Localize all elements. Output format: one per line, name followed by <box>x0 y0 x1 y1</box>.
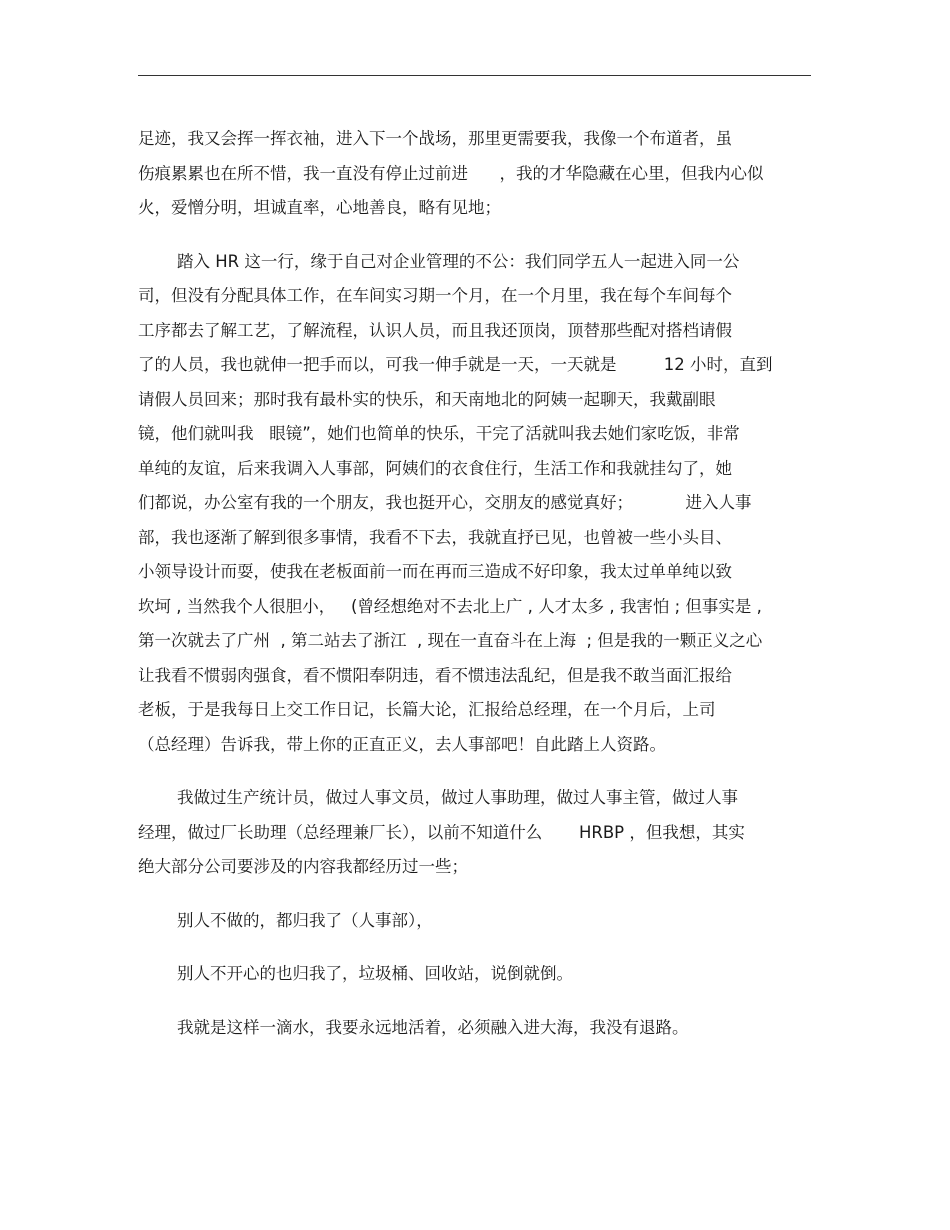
text-line: 了的人员，我也就伸一把手而以，可我一伸手就是一天，一天就是 12 小时，直到 <box>138 355 773 374</box>
text-line: 老板，于是我每日上交工作日记，长篇大论，汇报给总经理，在一个月后，上司 <box>138 700 716 719</box>
text-line: 伤痕累累也在所不惜，我一直没有停止过前进 ，我的才华隐藏在心里，但我内心似 <box>138 163 764 183</box>
text-line: 工序都去了解工艺，了解流程，认识人员，而且我还顶岗，顶替那些配对搭档请假 <box>138 320 732 340</box>
text-line: 让我看不惯弱肉强食，看不惯阳奉阴违，看不惯违法乱纪，但是我不敢当面汇报给 <box>138 665 732 685</box>
text-line: 请假人员回来；那时我有最朴实的快乐，和天南地北的阿姨一起聊天，我戴副眼 <box>138 389 716 409</box>
text-line: （总经理）告诉我，带上你的正直正义，去人事部吧！自此踏上人资路。 <box>138 734 666 754</box>
text-line: 坎坷 , 当然我个人很胆小， (曾经想绝对不去北上广 , 人才太多 , 我害怕 ; 但事实是 , <box>138 596 762 616</box>
paragraph <box>138 957 818 992</box>
paragraph-gap <box>138 992 818 1011</box>
text-line: 别人不做的，都归我了（人事部）， <box>177 910 433 930</box>
text-line: 小领导设计而耍，使我在老板面前一而在再而三造成不好印象，我太过单单纯以致 <box>138 562 732 581</box>
paragraph <box>138 245 818 763</box>
paragraph-gap <box>138 885 818 904</box>
text-line: 们都说，办公室有我的一个朋友，我也挺开心，交朋友的感觉真好； 进入人事 <box>138 493 752 512</box>
text-line: 踏入 HR 这一行，缘于自己对企业管理的不公：我们同学五人一起进入同一公 <box>177 251 740 271</box>
text-line: 我就是这样一滴水，我要永远地活着，必须融入进大海，我没有退路。 <box>177 1017 689 1037</box>
paragraph <box>138 122 818 226</box>
paragraph <box>138 904 818 939</box>
paragraph <box>138 1011 818 1046</box>
paragraph-gap <box>138 938 818 957</box>
text-line: 经理，做过厂长助理（总经理兼厂长），以前不知道什么 HRBP ，但我想，其实 <box>138 822 745 842</box>
body-text <box>138 122 818 1045</box>
text-line: 第一次就去了广州 , 第二站去了浙江 , 现在一直奋斗在上海 ; 但是我的一颗正义之心 <box>138 631 763 650</box>
paragraph-gap <box>138 762 818 781</box>
text-line: 火，爱憎分明，坦诚直率，心地善良，略有见地； <box>138 198 501 217</box>
paragraph <box>138 781 818 885</box>
text-line: 单纯的友谊，后来我调入人事部，阿姨们的衣食住行，生活工作和我就挂勾了，她 <box>138 458 732 478</box>
header-rule <box>138 75 811 76</box>
text-line: 绝大部分公司要涉及的内容我都经历过一些； <box>138 857 468 876</box>
text-line: 足迹，我又会挥一挥衣袖，进入下一个战场，那里更需要我，我像一个布道者，虽 <box>138 129 732 148</box>
text-line: 别人不开心的也归我了，垃圾桶、回收站，说倒就倒。 <box>177 964 573 983</box>
text-line: 部，我也逐渐了解到很多事情，我看不下去，我就直抒已见，也曾被一些小头目、 <box>138 527 732 547</box>
text-line: 司，但没有分配具体工作，在车间实习期一个月，在一个月里，我在每个车间每个 <box>138 286 732 305</box>
text-line: 镜，他们就叫我 眼镜”，她们也简单的快乐，干完了活就叫我去她们家吃饭，非常 <box>138 424 740 443</box>
text-line: 我做过生产统计员，做过人事文员，做过人事助理，做过人事主管，做过人事 <box>177 788 738 807</box>
paragraph-gap <box>138 226 818 245</box>
